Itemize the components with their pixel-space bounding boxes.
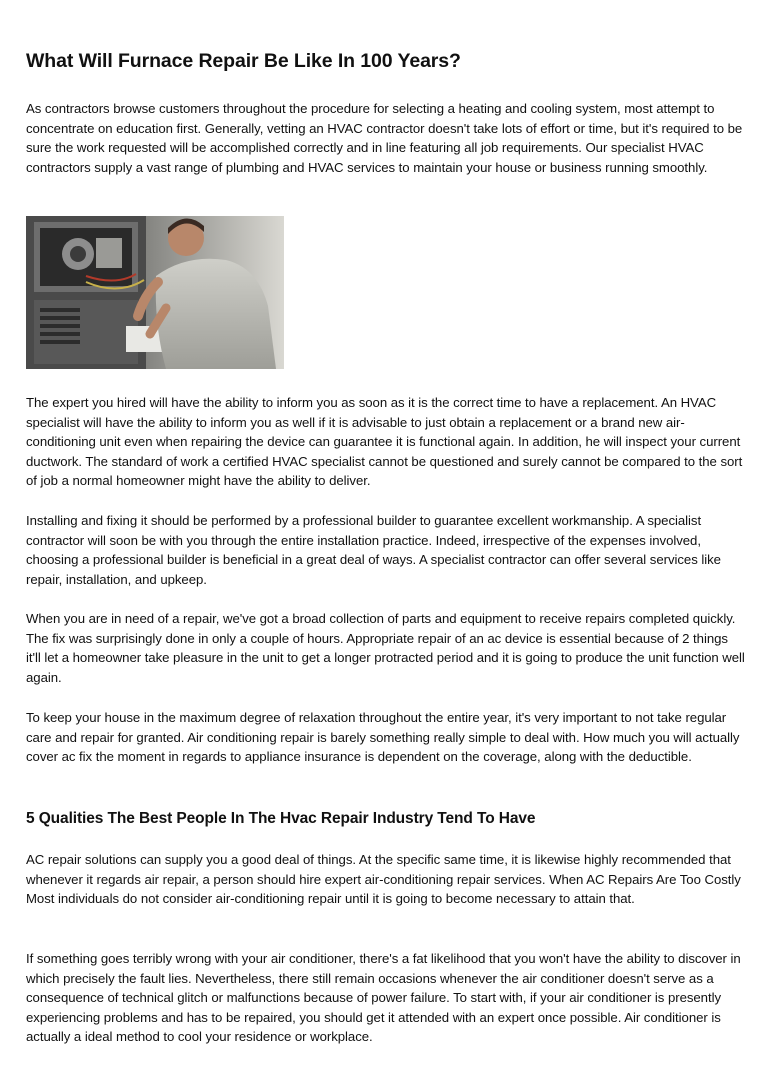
paragraph-air-conditioner: If something goes terribly wrong with your air conditioner, there's a fat likelihood that you won't have the ability to discover in which precisely the fault lies. Nevertheless, there still remain occasions whenever the air conditioner doesn't serve as a consequence of technical glitch or malfunctions because of power failure. To start with, if your air conditioner is presently experiencing problems and has to be repaired, you should get it attended with an expert once possible. Air conditioner is actually a ideal method to cool your residence or workplace. [26, 951, 741, 1045]
paragraph-ac-solutions: AC repair solutions can supply you a good deal of things. At the specific same time, it is likewise highly recommended that whenever it regards air repair, a person should hire expert air-conditioning repair services. When AC Repairs Are Too Costly Most individuals do not consider air-conditioning repair until it is going to become necessary to attain that. [26, 852, 741, 907]
photo-illustration [26, 216, 284, 369]
paragraph-repair: When you are in need of a repair, we've got a broad collection of parts and equipment to receive repairs completed quickly. The fix was surprisingly done in only a couple of hours. Appropriate repair of an ac device is essential because of 2 things it'll let a homeowner take pleasure in the unit to get a longer protracted period and it is going to produce the unit function well again. [26, 611, 745, 685]
paragraph-expert: The expert you hired will have the ability to inform you as soon as it is the correct time to have a replacement. An HVAC specialist will have the ability to inform you as well if it is advisable to just obtain a replacement or a brand new air-conditioning unit even when repairing the device can guarantee it is functional again. In addition, he will inspect your current ductwork. The standard of work a certified HVAC specialist cannot be questioned and surely cannot be compared to the sort of job a normal homeowner might have the ability to deliver. [26, 395, 743, 489]
paragraph-installing: Installing and fixing it should be performed by a professional builder to guarantee excellent workmanship. A specialist contractor will soon be with you through the entire installation practice. Indeed, irrespective of the expenses involved, choosing a professional builder is beneficial in a great deal of ways. A specialist contractor can offer several services like repair, installation, and upkeep. [26, 513, 721, 587]
article-title: What Will Furnace Repair Be Like In 100 Years? [26, 50, 461, 72]
paragraph-intro: As contractors browse customers throughout the procedure for selecting a heating and cooling system, most attempt to concentrate on education first. Generally, vetting an HVAC contractor doesn't take lots of effort or time, but it's required to be sure the work requested will be accomplished correctly and in line featuring all job requirements. Our specialist HVAC contractors supply a vast range of plumbing and HVAC services to maintain your house or business running smoothly. [26, 101, 743, 175]
section-subheading: 5 Qualities The Best People In The Hvac Repair Industry Tend To Have [26, 810, 536, 827]
technician-furnace-photo [26, 216, 284, 369]
paragraph-relaxation: To keep your house in the maximum degree of relaxation throughout the entire year, it's very important to not take regular care and repair for granted. Air conditioning repair is barely something really simple to deal with. How much you will actually cover ac fix the moment in regards to appliance insurance is dependent on the coverage, along with the deductible. [26, 710, 740, 765]
